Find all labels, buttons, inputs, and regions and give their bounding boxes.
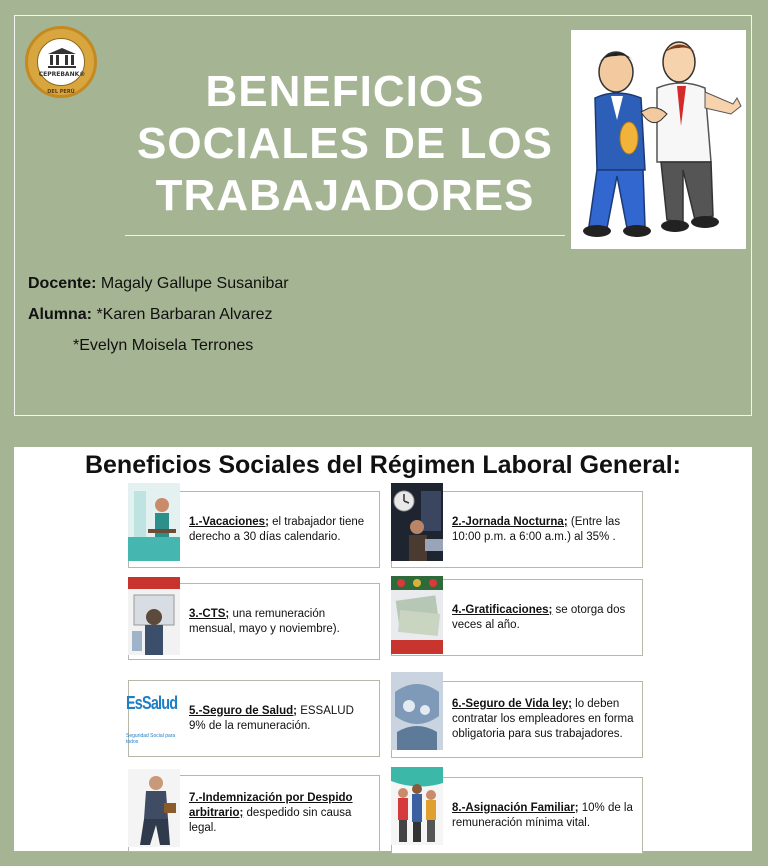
essalud-logo-text: EsSalud: [126, 693, 178, 713]
alumna-label: Alumna:: [28, 306, 92, 323]
family-photo: [391, 767, 443, 845]
benefit-text: [189, 584, 373, 659]
benefit-head: 5.-Seguro de Salud;: [189, 704, 297, 717]
benefit-body: una remuneración mensual, mayo y noviembre).: [189, 607, 340, 635]
benefit-head: 7.-Indemnización por Despido arbitrario;: [189, 792, 353, 819]
docente-label: Docente:: [28, 275, 97, 292]
essalud-logo: [126, 673, 184, 751]
benefit-body: el trabajador tiene derecho a 30 días calendario.: [189, 515, 365, 543]
benefit-body: despedido sin causa legal.: [189, 807, 352, 834]
dismissal-photo: [128, 769, 180, 847]
benefit-head: 4.-Gratificaciones;: [452, 603, 553, 616]
benefits-slide: [14, 447, 752, 851]
alumna-name-1: *Karen Barbaran Alvarez: [96, 306, 273, 323]
docente-name: Magaly Gallupe Susanibar: [100, 275, 289, 292]
benefit-head: 1.-Vacaciones;: [189, 515, 269, 528]
alumna-name-2: *Evelyn Moisela Terrones: [73, 337, 254, 354]
cts-photo: [128, 577, 180, 655]
bank-building-icon: [47, 47, 77, 69]
essalud-tagline: Seguridad Social para todos: [126, 733, 176, 745]
benefit-text: [452, 682, 636, 757]
benefit-text: [452, 778, 636, 853]
benefit-head: 6.-Seguro de Vida ley;: [452, 698, 572, 710]
benefit-body: se otorga dos veces al año.: [452, 603, 626, 631]
vacation-photo: [128, 483, 180, 561]
title-line: SOCIALES DE LOS: [137, 119, 553, 168]
alumna-line-2: [28, 330, 289, 361]
benefit-body: lo deben contratar los empleadores en forma obligatoria para sus trabajadores.: [452, 698, 634, 740]
title-line: TRABAJADORES: [155, 171, 535, 220]
docente-line: [28, 268, 289, 299]
title-line: BENEFICIOS: [205, 67, 485, 116]
logo-bottom-text: DEL PERÚ: [47, 89, 75, 95]
cepre-bank-logo: [25, 26, 97, 98]
benefit-text: [189, 776, 373, 851]
life-insurance-photo: [391, 672, 443, 750]
bonus-money-photo: [391, 576, 443, 654]
benefit-text: [452, 492, 636, 567]
benefits-title: Beneficios Sociales del Régimen Laboral General:: [84, 451, 682, 479]
credits-block: [28, 268, 289, 361]
logo-brand-text: CEPREBANK®: [38, 71, 86, 78]
title-divider: [125, 235, 565, 236]
benefit-body: 10% de la remuneración mínima vital.: [452, 801, 633, 829]
benefit-head: 2.-Jornada Nocturna;: [452, 515, 568, 528]
night-shift-photo: [391, 483, 443, 561]
benefit-head: 3.-CTS;: [189, 607, 230, 620]
logo-inner-seal: [37, 38, 85, 86]
alumna-line: [28, 299, 289, 330]
handshake-illustration: [571, 30, 746, 249]
benefit-text: [189, 492, 373, 567]
benefit-text: [189, 681, 373, 756]
benefit-body: (Entre las 10:00 p.m. a 6:00 a.m.) al 35% .: [452, 515, 621, 543]
benefit-body: ESSALUD 9% de la remuneración.: [189, 704, 354, 732]
slide-title: [125, 66, 565, 222]
benefit-head: 8.-Asignación Familiar;: [452, 801, 579, 814]
benefit-text: [452, 580, 636, 655]
